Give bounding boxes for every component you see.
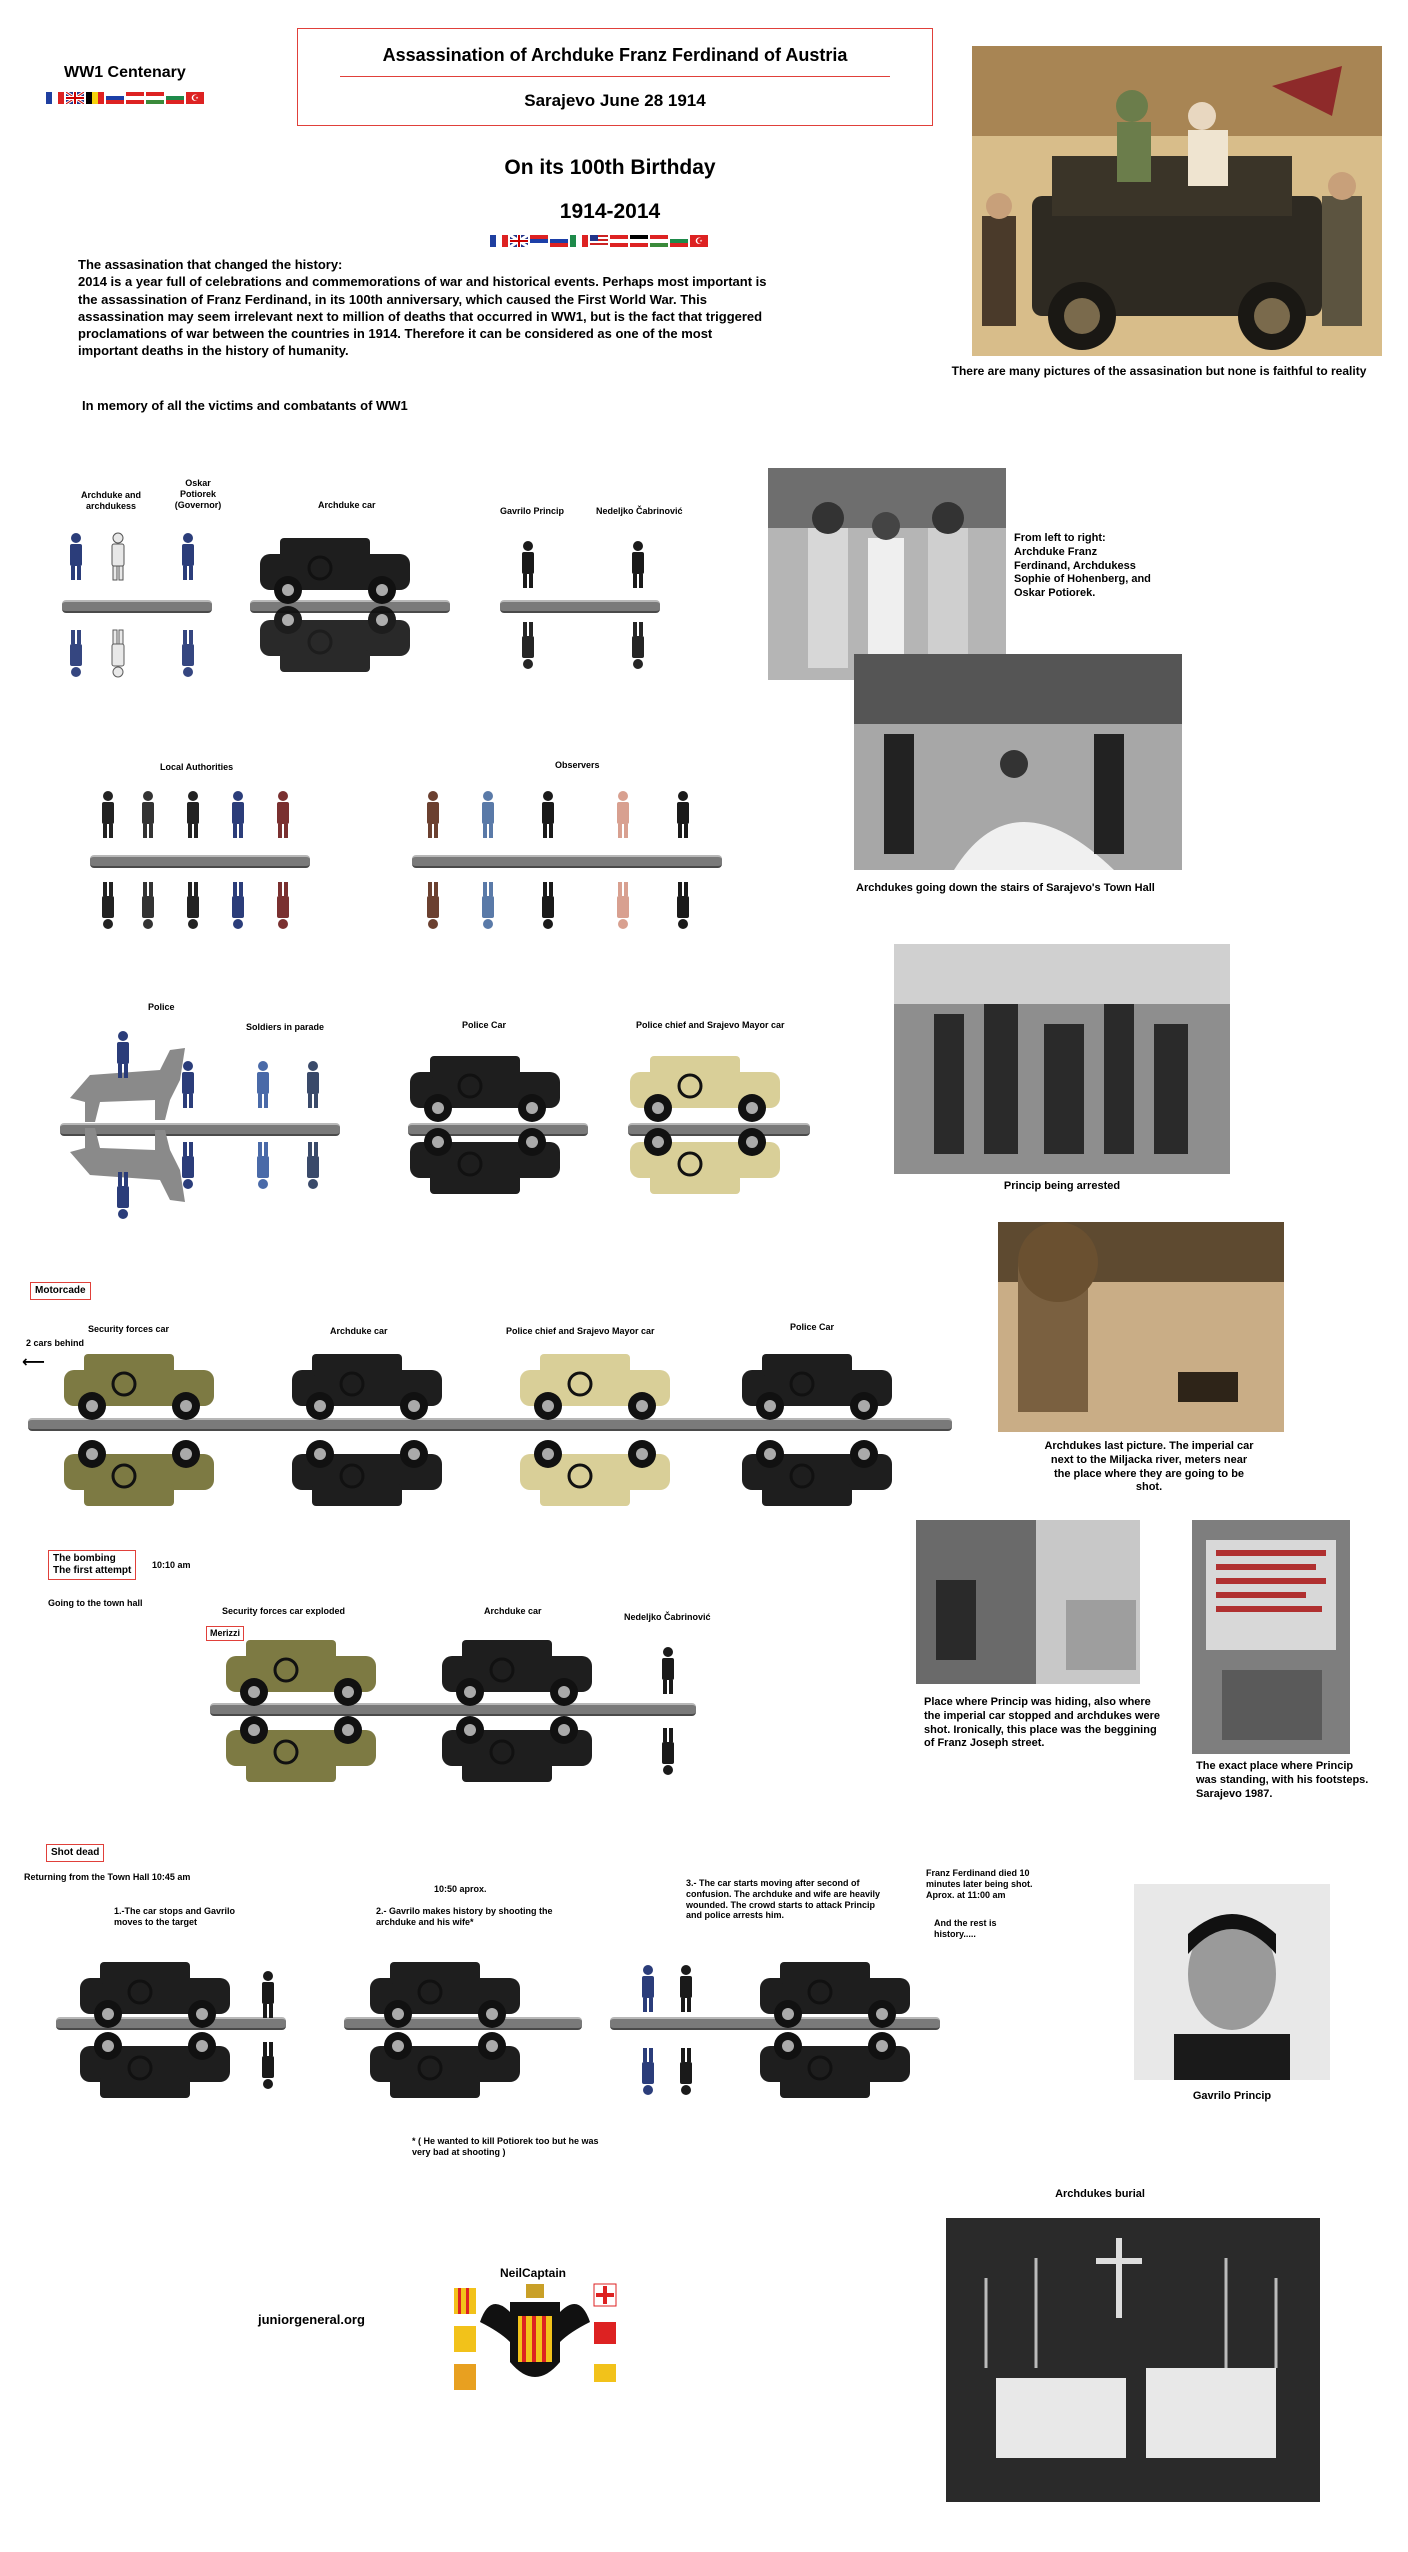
going-town-hall: Going to the town hall [48, 1598, 143, 1608]
label-police-car: Police Car [462, 1020, 507, 1030]
step3-text: 3.- The car starts moving after second of confusion. The archduke and wife are heavily wounded. The crowd starts to attack Princip and police arrests him. [686, 1878, 881, 1921]
time2-text: 10:50 aprox. [434, 1884, 487, 1894]
years-line: 1914-2014 [559, 200, 661, 223]
bombing-archduke-car-figure [442, 1640, 592, 1706]
photo-archdukes-group [768, 468, 1006, 680]
archdukess-figure [112, 533, 124, 580]
caption-arrested: Princip being arrested [1003, 1180, 1121, 1192]
label-police: Police [148, 1002, 175, 1012]
label-chief-car: Police chief and Srajevo Mayor car [506, 1326, 655, 1336]
died-text: Franz Ferdinand died 10 minutes later being shot. Aprox. at 11:00 am [926, 1868, 1033, 1900]
cabrinovic-figure [632, 541, 644, 588]
label-motorcade-police-car: Police Car [790, 1322, 835, 1332]
painting-caption: There are many pictures of the assasination but none is faithful to reality [951, 364, 1367, 378]
memorial-line: In memory of all the victims and combatants of WW1 [82, 398, 408, 413]
shot-figures [60, 1940, 940, 2120]
title-box [297, 28, 933, 126]
bulgaria-flag-icon [166, 92, 184, 104]
photo-burial [946, 2218, 1320, 2502]
label-archduke-pair: Archduke and archdukess [80, 490, 141, 511]
russia-flag-icon [106, 92, 124, 104]
label-cabrinovic: Nedeljko Čabrinović [596, 506, 683, 516]
site-credit: juniorgeneral.org [258, 2312, 365, 2327]
caption-burial: Archdukes burial [1055, 2188, 1145, 2200]
police-sheet-figures [60, 1020, 820, 1230]
uk-flag-icon [66, 92, 84, 104]
label-bombing-archduke-car: Archduke car [484, 1606, 542, 1616]
intro-body: 2014 is a year full of celebrations and commemorations of war and historical events. Perhaps most important is the assassination of Franz Ferdinand, in its 100th anniversary, which caused the First World War. This assassination may seem irrelevant next to million of deaths that occurred in WW1, but is the fact that triggered proclamations of war between the countries in 1914. Therefore it can be considered as one of the most important deaths in the history of humanity. [78, 274, 767, 359]
hungary-flag-icon [650, 235, 668, 247]
label-police-chief-car: Police chief and Srajevo Mayor car [636, 1020, 785, 1030]
label-princip: Gavrilo Princip [500, 506, 565, 516]
photo-hiding-place [916, 1520, 1140, 1684]
austria-flag-icon [610, 235, 628, 247]
label-soldiers: Soldiers in parade [246, 1022, 325, 1032]
photo-princip-arrested [894, 944, 1230, 1174]
merizzi-label: Merizzi [206, 1626, 244, 1641]
police-car-figure [410, 1056, 560, 1122]
bombing-label-line2: The first attempt [53, 1565, 132, 1576]
photo-princip-portrait [1134, 1884, 1330, 2080]
flags-row-left [46, 89, 206, 107]
belgium-flag-icon [86, 92, 104, 104]
caption-stairs: Archdukes going down the stairs of Sarajevo's Town Hall [856, 882, 1155, 894]
page-subtitle: Sarajevo June 28 1914 [524, 91, 706, 110]
archduke-sheet-figures [60, 520, 680, 690]
caption-hiding-place: Place where Princip was hiding, also where the imperial car stopped and archdukes were shot. Ironically, this place was the beggining of Franz Joseph street. [924, 1696, 1160, 1750]
photo-stairs [854, 654, 1182, 870]
label-potiorek: Oskar Potiorek (Governor) [174, 478, 222, 510]
motorcade-label: Motorcade [30, 1282, 91, 1300]
shooting-footnote: * ( He wanted to kill Potiorek too but he was very bad at shooting ) [412, 2136, 599, 2157]
motorcade-police-car-figure [742, 1354, 892, 1420]
austria-flag-icon [126, 92, 144, 104]
turkey-flag-icon: ☪ [186, 92, 204, 104]
potiorek-figure [182, 533, 194, 580]
intro-block [78, 256, 768, 360]
author-credit: NeilCaptain [500, 2266, 567, 2280]
uk-flag-icon [510, 235, 528, 247]
authorities-sheet-figures [90, 780, 730, 940]
label-local-authorities: Local Authorities [160, 762, 234, 772]
rest-text: And the rest is history..... [934, 1918, 997, 1939]
exploded-car-figure [226, 1640, 376, 1706]
intro-heading: The assasination that changed the history: [78, 257, 343, 272]
archduke-figure [70, 533, 82, 580]
security-car-figure [64, 1354, 214, 1420]
assassination-painting [972, 46, 1382, 356]
label-bombing-cabrinovic: Nedeljko Čabrinović [624, 1612, 711, 1622]
caption-princip-portrait: Gavrilo Princip [1192, 2090, 1272, 2102]
serbia-flag-icon [530, 235, 548, 247]
label-security-car: Security forces car [88, 1324, 170, 1334]
step2-text: 2.- Gavrilo makes history by shooting the archduke and his wife* [376, 1906, 553, 1927]
italy-flag-icon [570, 235, 588, 247]
turkey-flag-icon: ☪ [690, 235, 708, 247]
caption-last-picture: Archdukes last picture. The imperial car next to the Miljacka river, meters near the place where they are going to be shot. [1044, 1440, 1254, 1494]
page-title: Assassination of Archduke Franz Ferdinand of Austria [382, 45, 848, 65]
bulgaria-flag-icon [670, 235, 688, 247]
germany-flag-icon [630, 235, 648, 247]
bombing-figures [220, 1626, 720, 1796]
motorcade-archduke-car-figure [292, 1354, 442, 1420]
hungary-flag-icon [146, 92, 164, 104]
princip-figure [522, 541, 534, 588]
bombing-label-line1: The bombing [53, 1553, 116, 1564]
label-archduke-car: Archduke car [318, 500, 376, 510]
caption-left-to-right: From left to right: Archduke Franz Ferdinand, Archdukess Sophie of Hohenberg, and Oskar Potiorek. [1014, 532, 1151, 599]
france-flag-icon [46, 92, 64, 104]
bombing-time: 10:10 am [152, 1560, 191, 1570]
centenary-label: WW1 Centenary [64, 64, 186, 81]
motorcade-chief-car-figure [520, 1354, 670, 1420]
photo-last-picture [998, 1222, 1284, 1432]
usa-flag-icon [590, 235, 608, 247]
label-observers: Observers [555, 760, 600, 770]
police-chief-car-figure [630, 1056, 780, 1122]
label-exploded-car: Security forces car exploded [222, 1606, 346, 1616]
france-flag-icon [490, 235, 508, 247]
shot-princip-figure [262, 1971, 274, 2018]
birthday-line: On its 100th Birthday [504, 156, 716, 179]
photo-footsteps [1192, 1520, 1350, 1754]
bombing-label [48, 1550, 136, 1580]
archduke-car-figure [260, 538, 410, 604]
motorcade-figures [60, 1340, 920, 1520]
label-motorcade-archduke-car: Archduke car [330, 1326, 388, 1336]
returning-line: Returning from the Town Hall 10:45 am [24, 1872, 191, 1882]
arrow-left-icon: ⟵ [22, 1354, 45, 1371]
bombing-cabrinovic-figure [662, 1647, 674, 1694]
coat-of-arms-icon [450, 2282, 620, 2402]
title-divider [340, 76, 890, 77]
shot-dead-label: Shot dead [46, 1844, 104, 1862]
step1-text: 1.-The car stops and Gavrilo moves to the target [114, 1906, 236, 1927]
flags-row-center [490, 232, 710, 250]
label-cars-behind: 2 cars behind [26, 1338, 85, 1348]
russia-flag-icon [550, 235, 568, 247]
caption-footsteps: The exact place where Princip was standing, with his footsteps. Sarajevo 1987. [1196, 1760, 1369, 1800]
